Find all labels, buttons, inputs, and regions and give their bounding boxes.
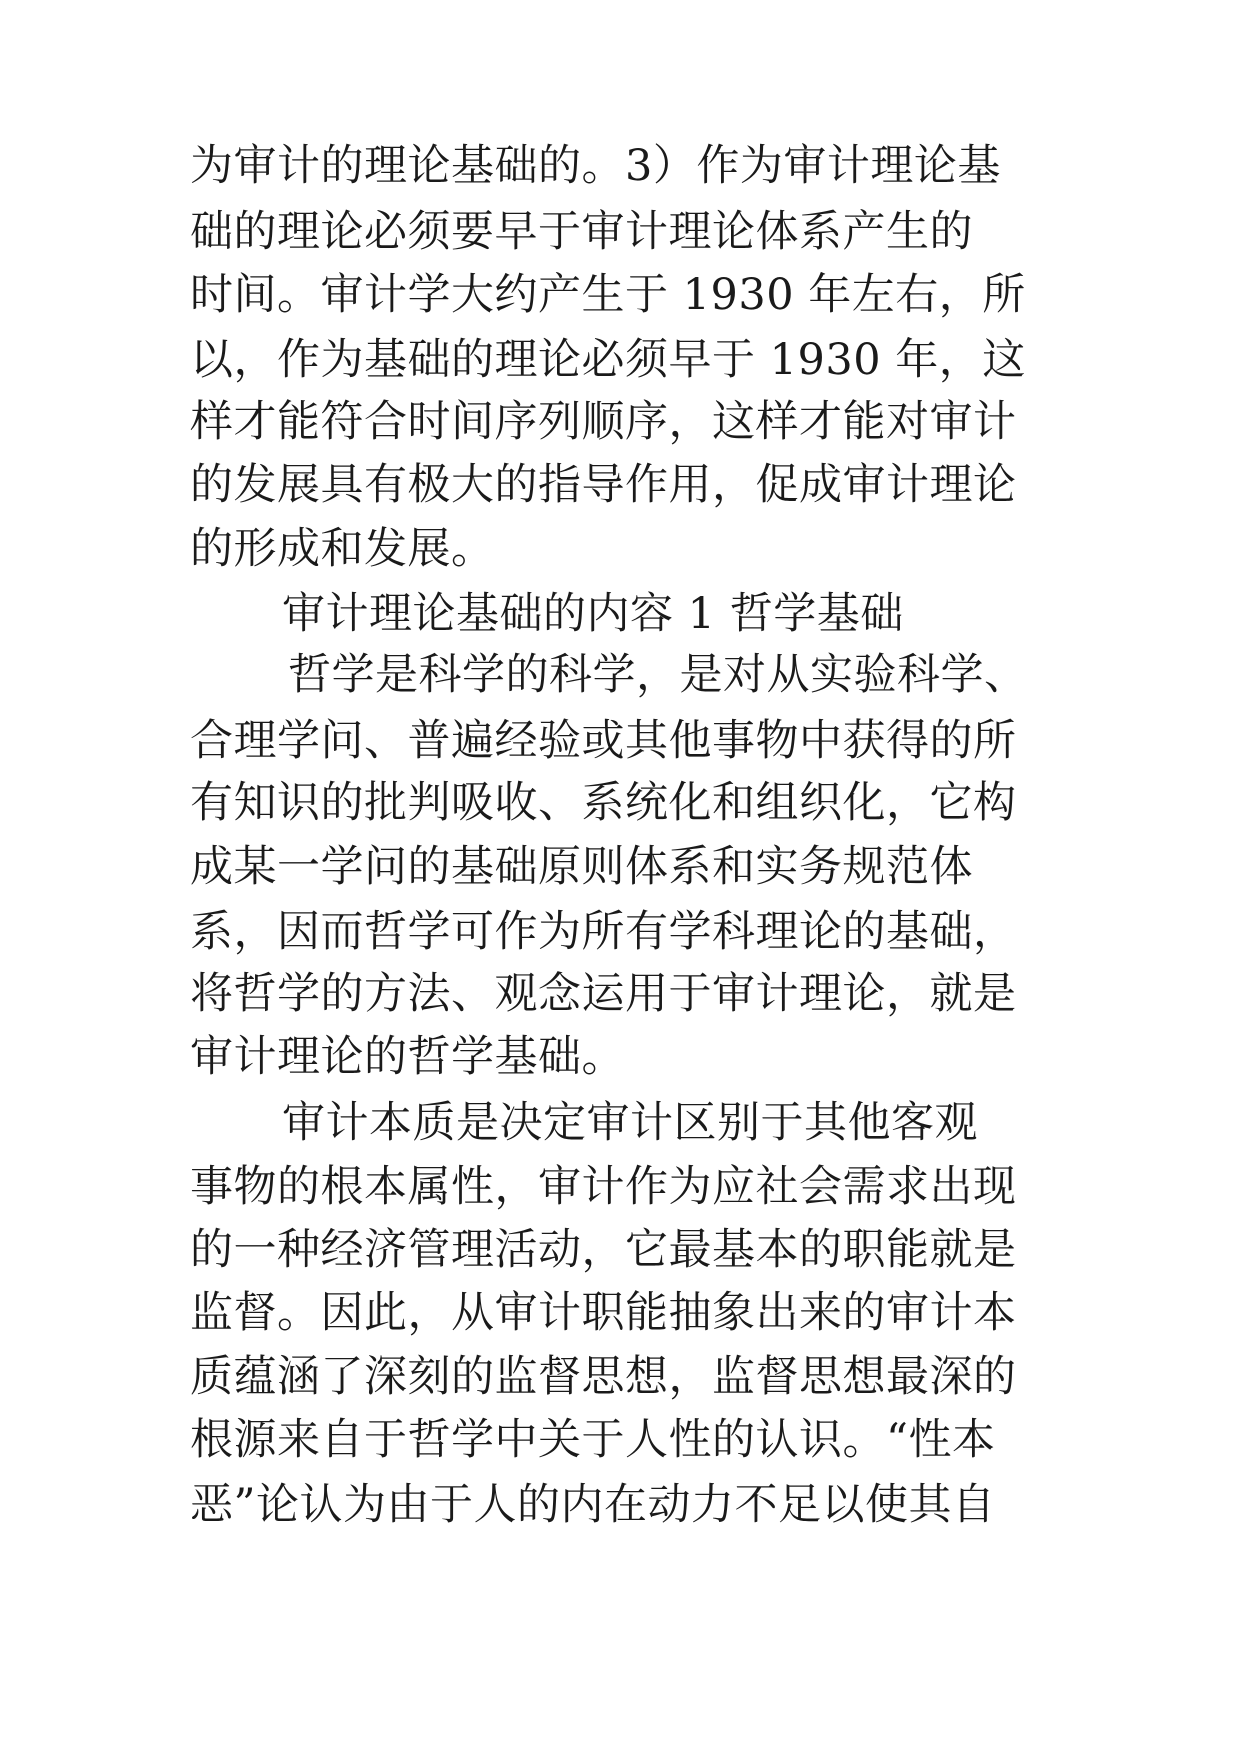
text-line-5: 样才能符合时间序列顺序，这样才能对审计 (190, 397, 1017, 447)
text-line-19: 监督。因此，从审计职能抽象出来的审计本 (190, 1288, 1017, 1338)
text-line-15: 审计理论的哲学基础。 (190, 1032, 625, 1082)
text-line-22: 恶”论认为由于人的内在动力不足以使其自 (190, 1480, 996, 1530)
text-line-16: 审计本质是决定审计区别于其他客观 (282, 1098, 978, 1148)
text-line-9: 哲学是科学的科学，是对从实验科学、 (288, 650, 1028, 700)
text-line-11: 有知识的批判吸收、系统化和组织化，它构 (190, 778, 1017, 828)
text-line-12: 成某一学问的基础原则体系和实务规范体 (190, 842, 973, 892)
text-line-2: 础的理论必须要早于审计理论体系产生的 (190, 207, 973, 257)
text-line-17: 事物的根本属性，审计作为应社会需求出现 (190, 1162, 1017, 1212)
text-line-21: 根源来自于哲学中关于人性的认识。“性本 (190, 1415, 996, 1465)
text-line-6: 的发展具有极大的指导作用，促成审计理论 (190, 460, 1017, 510)
section-heading: 审计理论基础的内容 1 哲学基础 (282, 589, 904, 639)
text-line-1: 为审计的理论基础的。3）作为审计理论基 (190, 141, 1001, 191)
text-line-18: 的一种经济管理活动，它最基本的职能就是 (190, 1225, 1017, 1275)
text-line-4: 以，作为基础的理论必须早于 1930 年，这 (190, 335, 1026, 385)
text-line-14: 将哲学的方法、观念运用于审计理论，就是 (190, 969, 1017, 1019)
text-line-20: 质蕴涵了深刻的监督思想，监督思想最深的 (190, 1352, 1017, 1402)
text-line-3: 时间。审计学大约产生于 1930 年左右，所 (190, 270, 1026, 320)
text-line-10: 合理学问、普遍经验或其他事物中获得的所 (190, 716, 1017, 766)
text-line-7: 的形成和发展。 (190, 524, 495, 574)
text-line-13: 系，因而哲学可作为所有学科理论的基础， (190, 907, 1017, 957)
